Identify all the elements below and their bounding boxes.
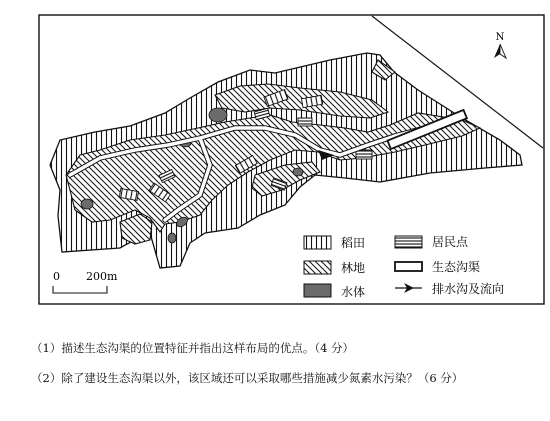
water-body (293, 168, 303, 176)
scale-bar (53, 270, 118, 293)
legend-forest-label: 林地 (341, 261, 366, 275)
water-body (168, 233, 176, 243)
legend-drain-label: 排水沟及流向 (432, 282, 505, 296)
legend-water-swatch (304, 284, 331, 297)
water-body (209, 108, 227, 122)
residential-block (298, 118, 312, 126)
question-2: （2）除了建设生态沟渠以外，该区域还可以采取哪些措施减少氮素水污染？（6 分） (31, 371, 464, 385)
legend-forest-swatch (304, 261, 331, 274)
residential-block (356, 150, 372, 159)
water-body (81, 199, 93, 209)
legend-rice-label: 稻田 (341, 236, 366, 250)
legend-residential-label: 居民点 (432, 235, 469, 249)
north-arrow (494, 32, 506, 58)
legend-eco-ditch-swatch (395, 262, 422, 271)
scale-distance-label: 200m (86, 270, 118, 283)
scale-zero-label: 0 (53, 270, 60, 283)
legend-water-label: 水体 (341, 285, 366, 299)
legend-eco-ditch-label: 生态沟渠 (432, 260, 481, 274)
legend-drain-swatch (395, 283, 422, 293)
legend-rice-swatch (304, 236, 331, 249)
north-label: N (495, 32, 505, 43)
legend-residential-swatch (395, 236, 422, 248)
legend (304, 234, 504, 299)
question-1: （1）描述生态沟渠的位置特征并指出这样布局的优点。（4 分） (31, 341, 355, 355)
